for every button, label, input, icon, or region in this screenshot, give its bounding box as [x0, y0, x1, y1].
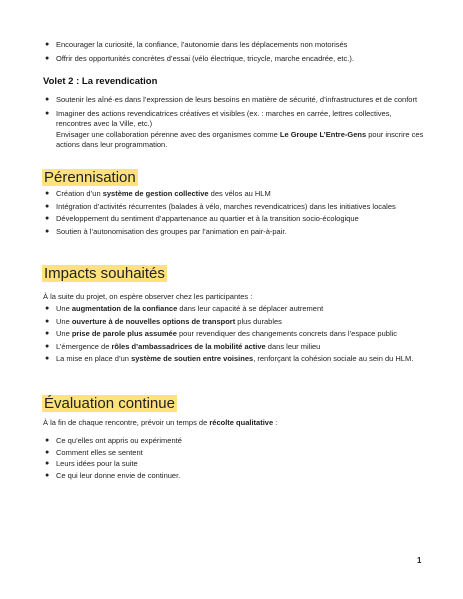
list-item: ● Imaginer des actions revendicatrices créatives et visibles (ex. : marches en carrée, lettres collectives, rencontres avec la Ville, etc.)	[45, 108, 392, 128]
organization-name: Le Groupe L’Entre-Gens	[279, 129, 367, 139]
list-item: ● L’émergence de rôles d’ambassadrices de la mobilité active dans leur milieu	[45, 341, 321, 351]
bullet-icon: ●	[45, 330, 50, 337]
evaluation-intro: À la fin de chaque rencontre, prévoir un temps de récolte qualitative :	[43, 418, 278, 427]
bullet-icon: ●	[45, 437, 50, 444]
bullet-icon: ●	[45, 355, 50, 362]
bullet-icon: ●	[45, 54, 50, 62]
list-item: ● Développement du sentiment d’appartenance au quartier et à la transition socio-écologique	[45, 214, 359, 223]
bullet-icon: ●	[45, 227, 50, 235]
impacts-list	[0, 304, 463, 365]
page-number: 1	[417, 556, 422, 565]
impacts-heading: Impacts souhaités	[44, 265, 165, 282]
list-item: ● Création d’un système de gestion collective des vélos au HLM	[45, 189, 271, 198]
volet2-note: Envisager une collaboration pérenne avec des organismes comme Le Groupe L’Entre-Gens pour inscrire ces actions dans leur programmation.	[56, 129, 424, 149]
list-item: ● Ce qui leur donne envie de continuer.	[45, 470, 181, 480]
list-item: ● Ce qu’elles ont appris ou expérimenté	[45, 436, 182, 445]
list-item: ● Encourager la curiosité, la confiance, l’autonomie dans les déplacements non motorisés	[45, 40, 348, 49]
intro-list	[0, 40, 463, 64]
bullet-icon: ●	[45, 41, 50, 48]
bullet-icon: ●	[45, 305, 50, 312]
list-item: ● Intégration d’activités récurrentes (balades à vélo, marches revendicatrices) dans les initiatives locales	[45, 201, 396, 211]
list-item: ● Soutien à l’autonomisation des groupes par l’animation en pair-à-pair.	[45, 226, 287, 236]
volet2-heading: Volet 2 : La revendication	[43, 76, 158, 87]
list-item: ● Une ouverture à de nouvelles options de transport plus durables	[45, 316, 282, 326]
perennisation-list	[0, 189, 463, 237]
bullet-icon: ●	[45, 448, 50, 456]
list-item: ● Comment elles se sentent	[45, 447, 143, 457]
perennisation-heading: Pérennisation	[44, 169, 136, 186]
bullet-icon: ●	[45, 342, 50, 350]
volet2-list	[0, 95, 463, 151]
bullet-icon: ●	[45, 471, 50, 479]
list-item: ● Offrir des opportunités concrètes d’essai (vélo électrique, tricycle, marche encadrée, etc.).	[45, 53, 354, 63]
evaluation-heading: Évaluation continue	[44, 395, 175, 412]
list-item: ● Soutenir les aîné·es dans l’expression de leurs besoins en matière de sécurité, d’infrastructures et de confort	[45, 95, 418, 104]
bullet-icon: ●	[45, 215, 50, 222]
list-item: ● Une augmentation de la confiance dans leur capacité à se déplacer autrement	[45, 304, 324, 313]
bullet-icon: ●	[45, 460, 50, 467]
impacts-intro: À la suite du projet, on espère observer chez les participantes :	[43, 292, 253, 301]
list-item: ● Une prise de parole plus assumée pour revendiquer des changements concrets dans l’espace public	[45, 329, 398, 338]
bullet-icon: ●	[45, 190, 50, 197]
evaluation-list	[0, 436, 463, 481]
bullet-icon: ●	[45, 109, 50, 117]
bullet-icon: ●	[45, 202, 50, 210]
list-item: ● Leurs idées pour la suite	[45, 459, 138, 468]
list-item: ● La mise en place d’un système de soutien entre voisines, renforçant la cohésion sociale au sein du HLM.	[45, 354, 414, 363]
bullet-icon: ●	[45, 317, 50, 325]
bullet-icon: ●	[45, 96, 50, 103]
